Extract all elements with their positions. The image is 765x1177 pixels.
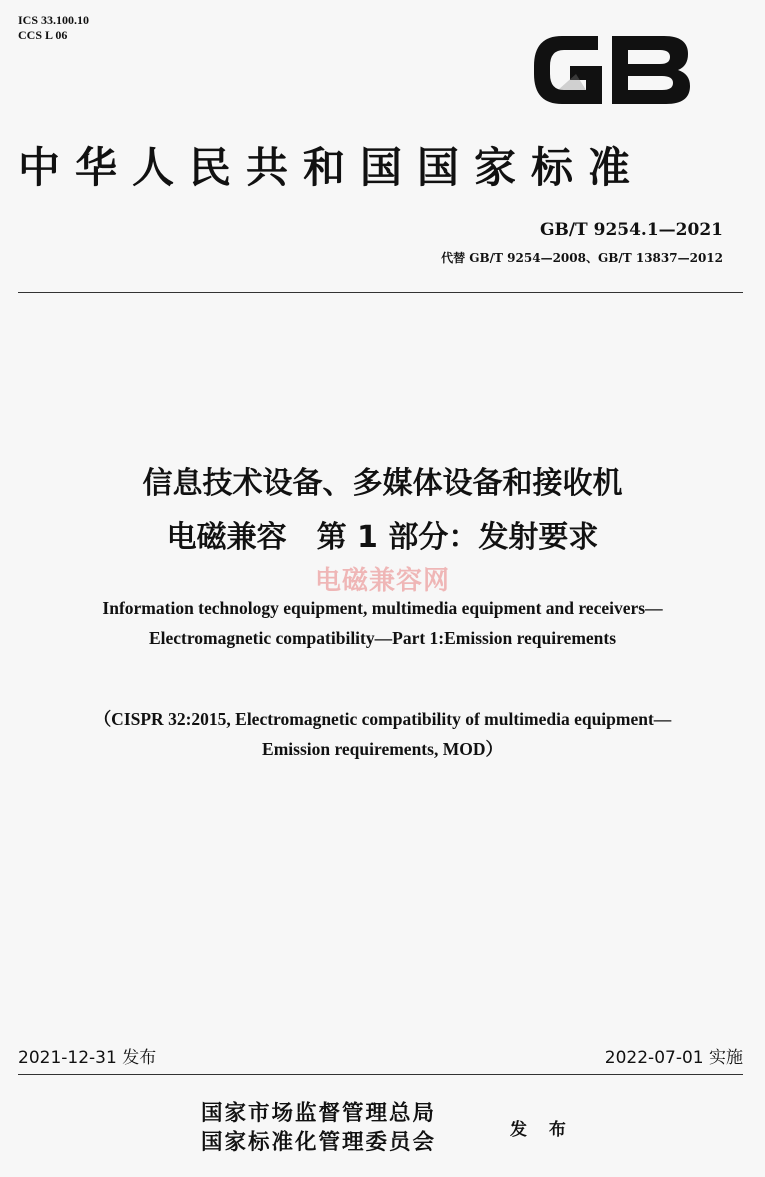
replaces-standards: 代替 GB/T 9254—2008、GB/T 13837—2012 [441, 251, 723, 265]
ics-code: ICS 33.100.10 [18, 13, 90, 27]
english-title-line1: Information technology equipment, multimedia equipment and receivers— [102, 598, 663, 618]
gb-logo-icon [528, 24, 696, 116]
issuer-sac: 国家标准化管理委员会 [201, 1130, 437, 1155]
issuing-authorities [201, 1099, 436, 1157]
publish-label: 发 布 [510, 1120, 574, 1140]
watermark: 电磁兼容网 [314, 566, 450, 596]
issue-date: 2021-12-31 发布 [18, 1048, 157, 1068]
gb-standard-logo [528, 24, 696, 116]
header-divider [18, 292, 743, 293]
english-title-line2: Electromagnetic compatibility—Part 1:Emission requirements [148, 628, 617, 648]
adoption-line2: Emission requirements, MOD） [262, 739, 503, 759]
chinese-title-line2: 电磁兼容 第 1 部分：发射要求 [166, 520, 599, 555]
ccs-code: CCS L 06 [18, 28, 68, 42]
standard-number: GB/T 9254.1—2021 [539, 220, 723, 240]
adoption-line1: （CISPR 32:2015, Electromagnetic compatibility of multimedia equipment— [93, 709, 672, 729]
issuer-samr: 国家市场监督管理总局 [201, 1101, 437, 1126]
classification-codes [18, 13, 89, 43]
effective-date: 2022-07-01 实施 [604, 1048, 743, 1068]
footer-divider [18, 1074, 743, 1075]
chinese-title-line1: 信息技术设备、多媒体设备和接收机 [142, 466, 623, 501]
country-standard-title: 中华人民共和国国家标准 [18, 143, 646, 192]
